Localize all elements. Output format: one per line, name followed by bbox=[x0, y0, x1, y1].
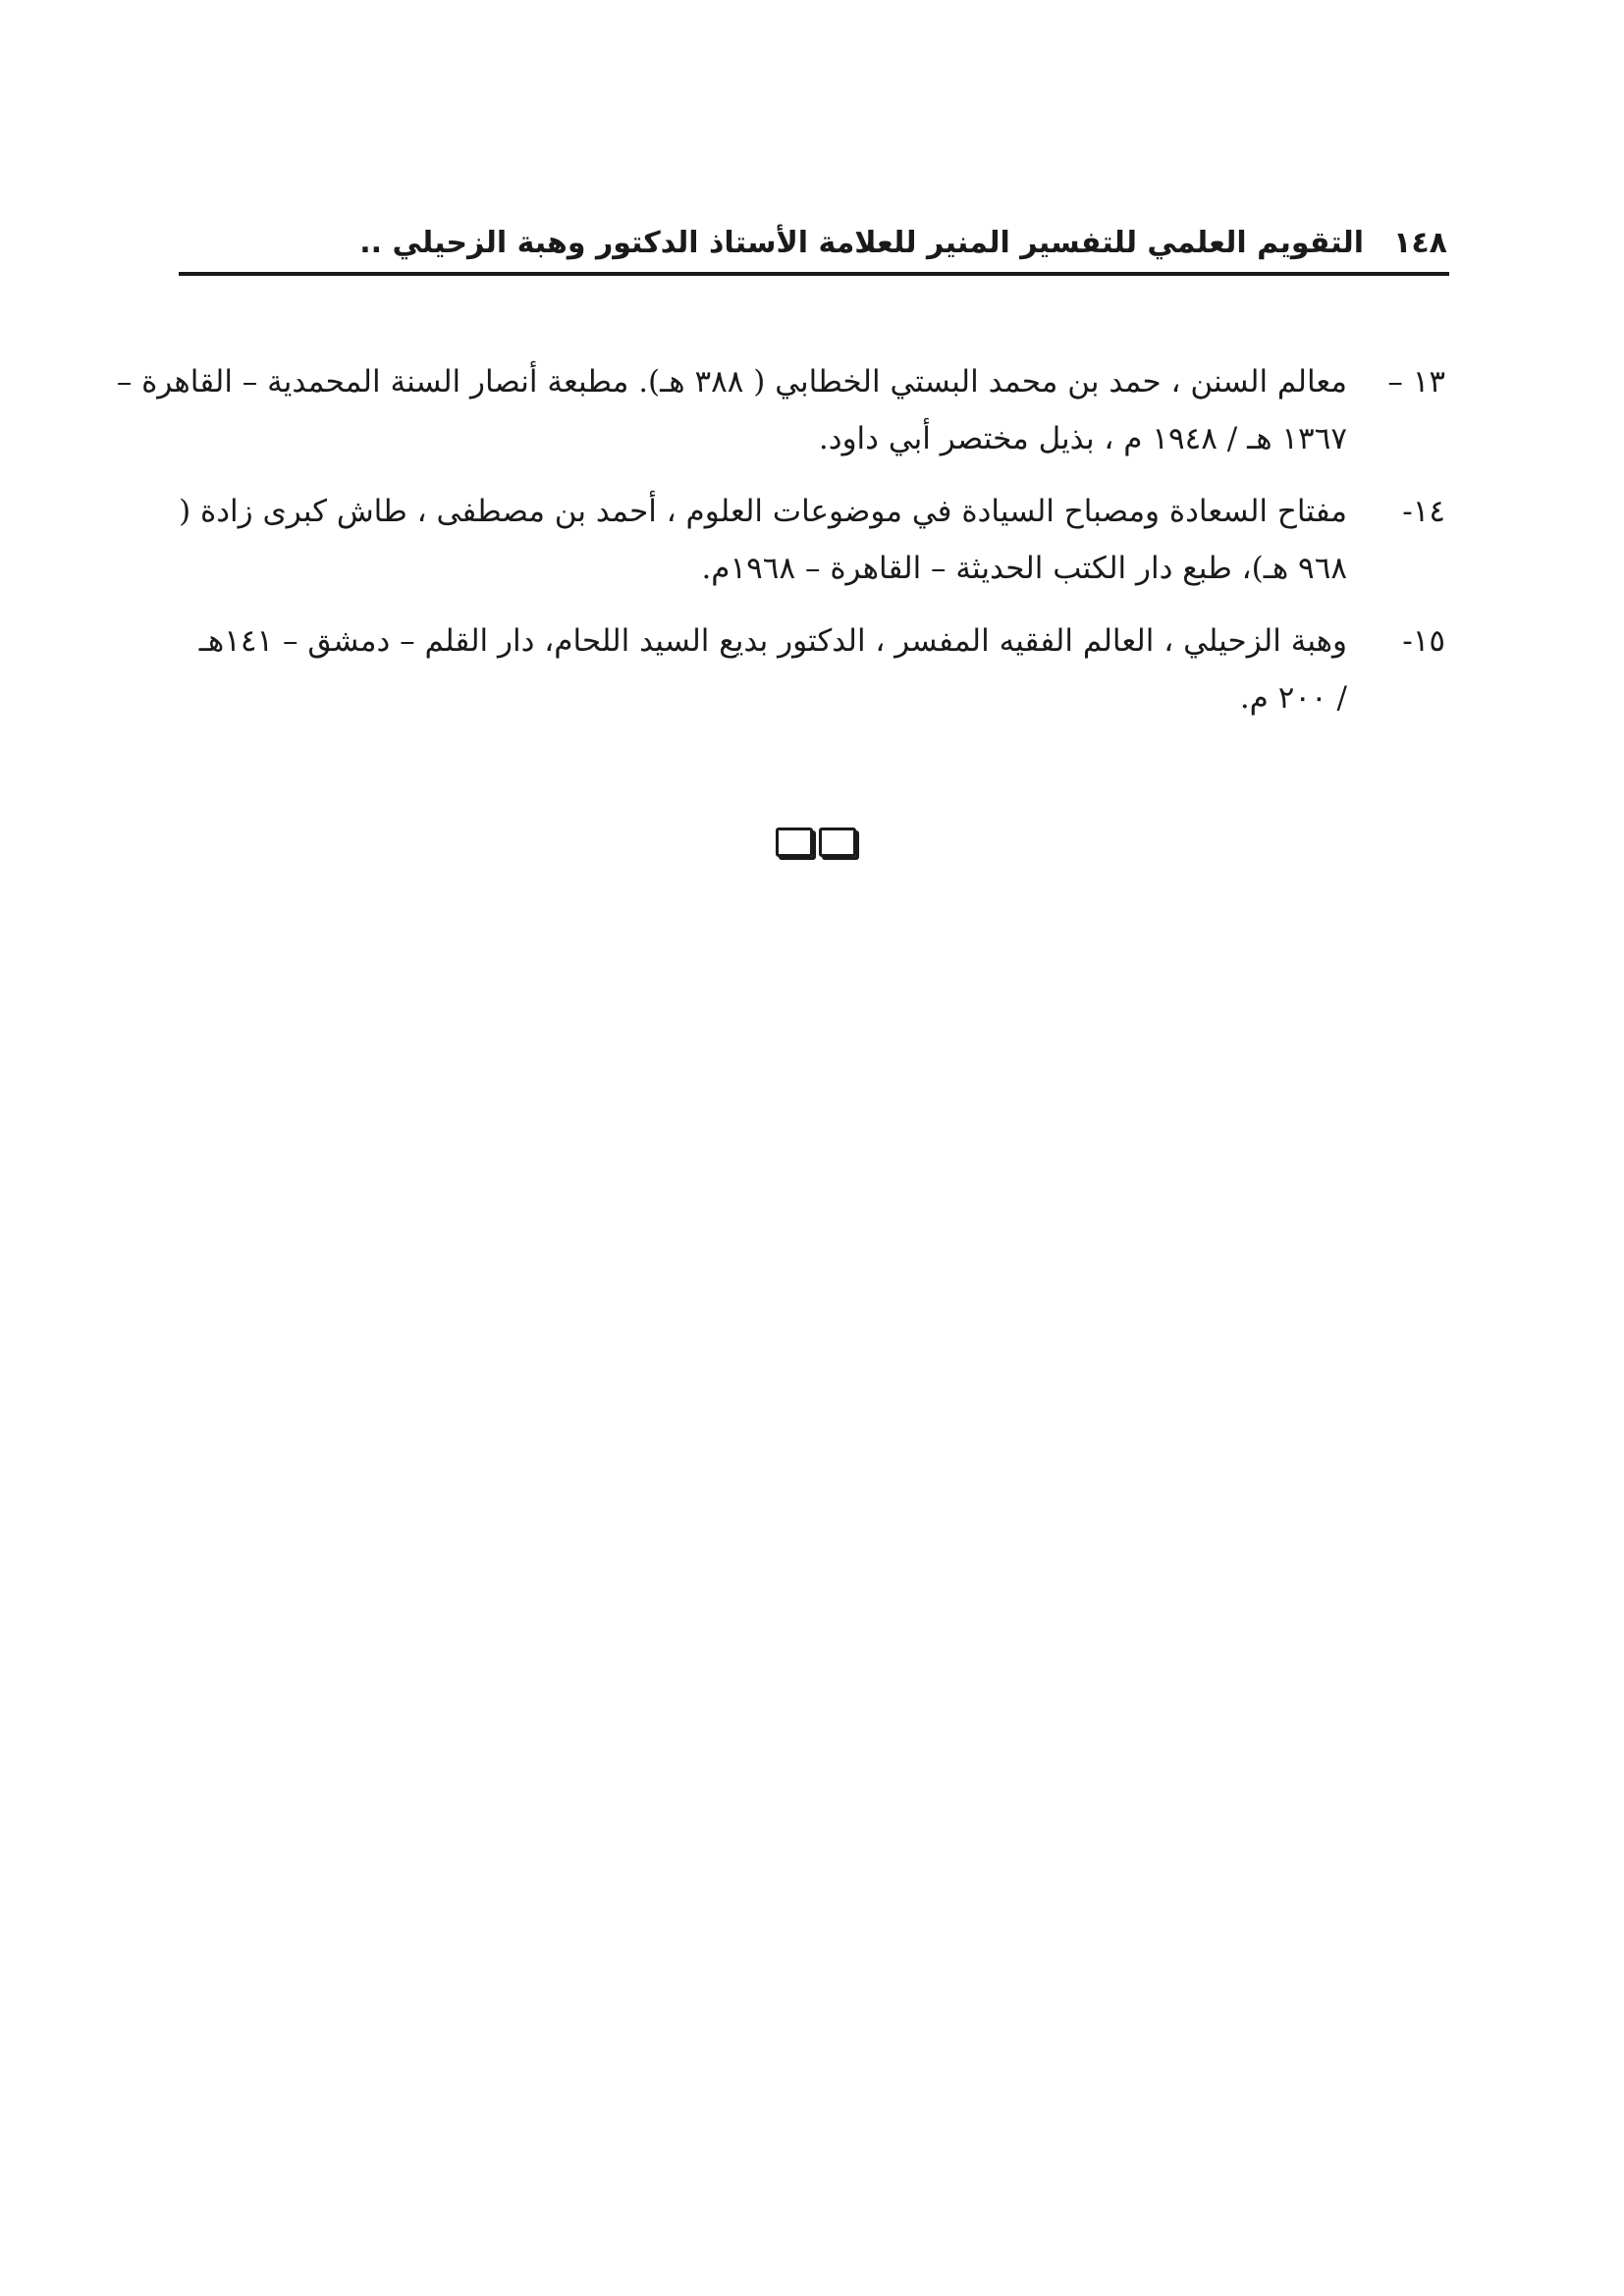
section-end-ornament bbox=[776, 828, 856, 857]
header-divider bbox=[179, 272, 1449, 276]
reference-line: ٩٦٨ هـ)، طبع دار الكتب الحديثة – القاهرة – ١٩٦٨م. bbox=[701, 551, 1347, 586]
reference-text bbox=[189, 613, 1347, 726]
reference-item bbox=[189, 613, 1445, 726]
running-header-title: التقويم العلمي للتفسير المنير للعلامة الأستاذ الدكتور وهبة الزحيلي .. bbox=[359, 225, 1365, 260]
reference-number: ١٤- bbox=[1402, 494, 1445, 529]
reference-line: مفتاح السعادة ومصباح السيادة في موضوعات العلوم ، أحمد بن مصطفى ، طاش كبرى زادة ( bbox=[179, 494, 1347, 529]
reference-line: ١٣٦٧ هـ / ١٩٤٨ م ، بذيل مختصر أبي داود. bbox=[818, 421, 1347, 456]
reference-number: ١٣ – bbox=[1387, 364, 1445, 400]
square-ornament-icon bbox=[819, 828, 856, 857]
reference-text bbox=[179, 483, 1347, 597]
square-ornament-icon bbox=[776, 828, 813, 857]
reference-item bbox=[179, 483, 1445, 597]
reference-item bbox=[116, 353, 1445, 467]
reference-line: / ٢٠٠ م. bbox=[1239, 680, 1347, 716]
running-header bbox=[181, 218, 1447, 267]
reference-line: وهبة الزحيلي ، العالم الفقيه المفسر ، الدكتور بديع السيد اللحام، دار القلم – دمشق – ١٤١هـ bbox=[198, 623, 1347, 659]
reference-list bbox=[116, 353, 1445, 742]
page-number: ١٤٨ bbox=[1393, 225, 1447, 260]
reference-text bbox=[117, 353, 1347, 467]
reference-number: ١٥- bbox=[1402, 623, 1445, 659]
reference-line: معالم السنن ، حمد بن محمد البستي الخطابي ( ٣٨٨ هـ). مطبعة أنصار السنة المحمدية – القاهرة – bbox=[116, 364, 1347, 400]
